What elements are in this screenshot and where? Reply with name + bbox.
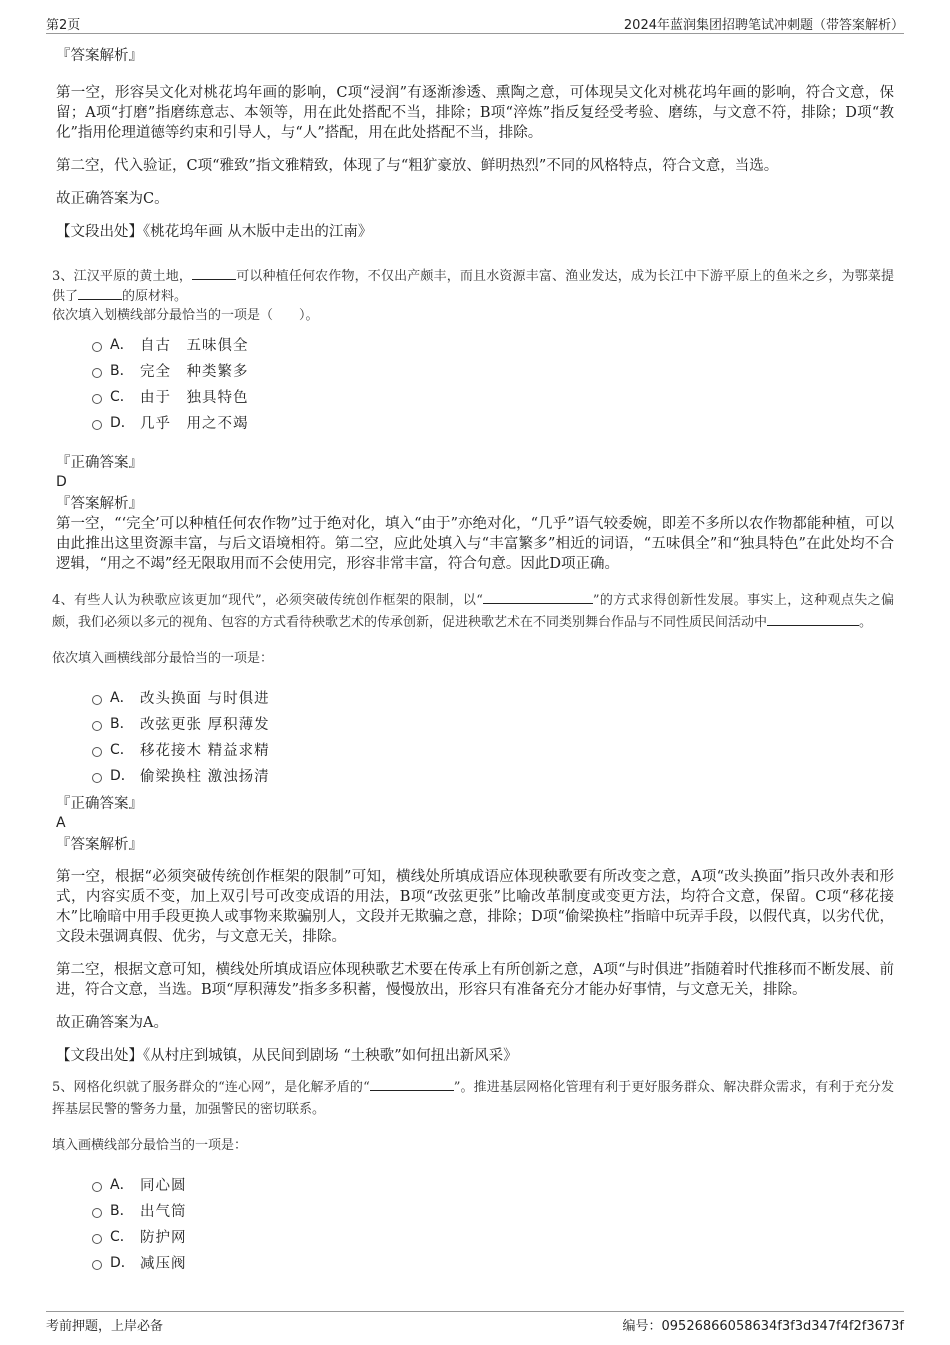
option-d[interactable] [92, 762, 894, 788]
blank-line [767, 612, 859, 626]
option-letter: D． [110, 415, 135, 431]
source-citation: 【文段出处】《从村庄到城镇，从民间到剧场 “土秧歌”如何扭出新风采》 [56, 1048, 518, 1064]
option-list [92, 684, 894, 788]
option-letter: D． [110, 768, 135, 784]
option-text: 偷梁换柱 激浊扬清 [140, 768, 270, 785]
radio-icon[interactable] [92, 342, 102, 352]
option-a[interactable] [92, 684, 894, 710]
option-b[interactable] [92, 357, 894, 383]
option-text: 改弦更张 厚积薄发 [140, 716, 270, 733]
option-text: 减压阀 [140, 1255, 187, 1272]
analysis-label: 『答案解析』 [56, 837, 143, 853]
source-citation: 【文段出处】《桃花坞年画 从木版中走出的江南》 [56, 224, 373, 240]
page-footer [46, 1311, 904, 1333]
option-letter: C． [110, 389, 134, 405]
question-prompt: 填入画横线部分最恰当的一项是： [52, 1138, 248, 1153]
radio-icon[interactable] [92, 747, 102, 757]
radio-icon[interactable] [92, 1182, 102, 1192]
question-prompt: 依次填入画横线部分最恰当的一项是： [52, 651, 274, 666]
option-list [92, 331, 894, 435]
document-title: 2024年蓝润集团招聘笔试冲刺题（带答案解析） [623, 18, 904, 33]
blank-line [192, 266, 236, 280]
blank-line [78, 286, 122, 300]
blank-line [483, 590, 593, 604]
analysis-paragraph: 第二空，根据文意可知，横线处所填成语应体现秧歌艺术要在传承上有所创新之意，A项“与时俱进”指随着时代推移而不断发展、前进，符合文意，当选。B项“厚积薄发”指多多积蓄，慢慢放出，形容只有准备充分才能办好事情，与文意无关，排除。 [56, 962, 894, 998]
option-b[interactable] [92, 710, 894, 736]
q2-analysis-block [56, 46, 894, 242]
page-number: 第2页 [46, 18, 81, 33]
option-letter: B． [110, 363, 134, 379]
page-content [52, 36, 894, 1275]
stem-text: 的原材料。 [122, 289, 188, 304]
option-d[interactable] [92, 1249, 894, 1275]
question-3 [52, 266, 894, 574]
option-letter: B． [110, 716, 134, 732]
question-stem [52, 1077, 894, 1121]
correct-answer: A [56, 815, 66, 831]
analysis-paragraph: 第一空，“‘完全’可以种植任何农作物”过于绝对化，填入“由于”亦绝对化，“几乎”语气较委婉，即差不多所以农作物都能种植，可以由此推出这里资源丰富，与后文语境相符。第二空，应此处填入与“丰富繁多”相近的词语，“五味俱全”和“独具特色”在此处均不合逻辑，“用之不竭”经无限取用而不会使用完，形容非常丰富，符合句意。因此D项正确。 [56, 516, 894, 572]
option-text: 自古 五味俱全 [140, 337, 249, 354]
analysis-label: 『答案解析』 [56, 496, 143, 512]
question-5 [52, 1077, 894, 1275]
stem-text: 3、江汉平原的黄土地， [52, 269, 193, 284]
analysis-conclusion: 故正确答案为A。 [56, 1015, 168, 1031]
correct-answer-label: 『正确答案』 [56, 796, 143, 812]
radio-icon[interactable] [92, 1234, 102, 1244]
document-id: 编号：0952686605863​4f3f3d347f4f2f3673f [622, 1319, 904, 1334]
analysis-label: 『答案解析』 [56, 48, 143, 64]
radio-icon[interactable] [92, 394, 102, 404]
radio-icon[interactable] [92, 721, 102, 731]
page-header [46, 12, 904, 34]
question-4 [52, 590, 894, 1066]
option-text: 完全 种类繁多 [140, 363, 249, 380]
option-c[interactable] [92, 383, 894, 409]
option-text: 几乎 用之不竭 [140, 415, 249, 432]
option-letter: B． [110, 1203, 134, 1219]
stem-text: ”。推进基层网格化管理有利于更好服务群众、解决群众需求，有利于充分发挥基层民警的警务力量，加强警民的密切联系。 [52, 1080, 894, 1117]
radio-icon[interactable] [92, 1208, 102, 1218]
radio-icon[interactable] [92, 368, 102, 378]
analysis-paragraph: 第一空，根据“必须突破传统创作框架的限制”可知，横线处所填成语应体现秧歌要有所改变之意，A项“改头换面”指只改外表和形式，内容实质不变，加上双引号可改变成语的用法，B项“改弦更张”比喻改革制度或变更方法，均符合文意，保留。C项“移花接木”比喻暗中用手段更换人或事物来欺骗别人，文段并无欺骗之意，排除；D项“偷梁换柱”指暗中玩弄手段，以假代真，以劣代优，文段未强调真假、优劣，与文意无关，排除。 [56, 869, 894, 945]
option-letter: A． [110, 690, 134, 706]
option-text: 同心圆 [140, 1177, 187, 1194]
blank-line [370, 1077, 454, 1091]
option-text: 移花接木 精益求精 [140, 742, 270, 759]
stem-text: 4、有些人认为秧歌应该更加“现代”，必须突破传统创作框架的限制，以“ [52, 593, 483, 608]
correct-answer: D [56, 474, 67, 490]
radio-icon[interactable] [92, 773, 102, 783]
stem-text: 。 [859, 615, 873, 630]
option-c[interactable] [92, 736, 894, 762]
question-prompt: 依次填入划横线部分最恰当的一项是（ ）。 [52, 308, 319, 323]
correct-answer-label: 『正确答案』 [56, 455, 143, 471]
option-list [92, 1171, 894, 1275]
option-letter: C． [110, 1229, 134, 1245]
option-b[interactable] [92, 1197, 894, 1223]
option-letter: D． [110, 1255, 135, 1271]
option-letter: A． [110, 337, 134, 353]
question-stem [52, 590, 894, 634]
radio-icon[interactable] [92, 1260, 102, 1270]
stem-text: 可以种植任何农作物，不仅出产颇丰，而且水资源丰富、渔业发达，成为长江中下游平原上的鱼米之乡，为鄂菜提供了 [52, 269, 894, 304]
analysis-paragraph: 第一空，形容吴文化对桃花坞年画的影响，C项“浸润”有逐渐渗透、熏陶之意，可体现吴文化对桃花坞年画的影响，符合文意，保留；A项“打磨”指磨练意志、本领等，用在此处搭配不当，排除；B项“淬炼”指反复经受考验、磨练，与文意不符，排除；D项“教化”指用伦理道德等约束和引导人，与“人”搭配，用在此处搭配不当，排除。 [56, 85, 894, 141]
option-letter: C． [110, 742, 134, 758]
option-a[interactable] [92, 1171, 894, 1197]
option-letter: A． [110, 1177, 134, 1193]
analysis-conclusion: 故正确答案为C。 [56, 191, 169, 207]
stem-text: ”的方式求得创新性发展。事实上，这种观点失之偏颇，我们必须以多元的视角、包容的方式看待秧歌艺术的传承创新，促进秧歌艺术在不同类别舞台作品与不同性质民间活动中 [52, 593, 894, 630]
option-text: 改头换面 与时俱进 [140, 690, 270, 707]
option-c[interactable] [92, 1223, 894, 1249]
footer-slogan: 考前押题，上岸必备 [46, 1319, 164, 1334]
analysis-paragraph: 第二空，代入验证，C项“雅致”指文雅精致，体现了与“粗犷豪放、鲜明热烈”不同的风格特点，符合文意，当选。 [56, 158, 779, 174]
option-text: 出气筒 [140, 1203, 187, 1220]
option-text: 防护网 [140, 1229, 187, 1246]
option-a[interactable] [92, 331, 894, 357]
option-text: 由于 独具特色 [140, 389, 249, 406]
radio-icon[interactable] [92, 420, 102, 430]
question-stem [52, 266, 894, 306]
stem-text: 5、网格化织就了服务群众的“连心网”，是化解矛盾的“ [52, 1080, 370, 1095]
radio-icon[interactable] [92, 695, 102, 705]
option-d[interactable] [92, 409, 894, 435]
